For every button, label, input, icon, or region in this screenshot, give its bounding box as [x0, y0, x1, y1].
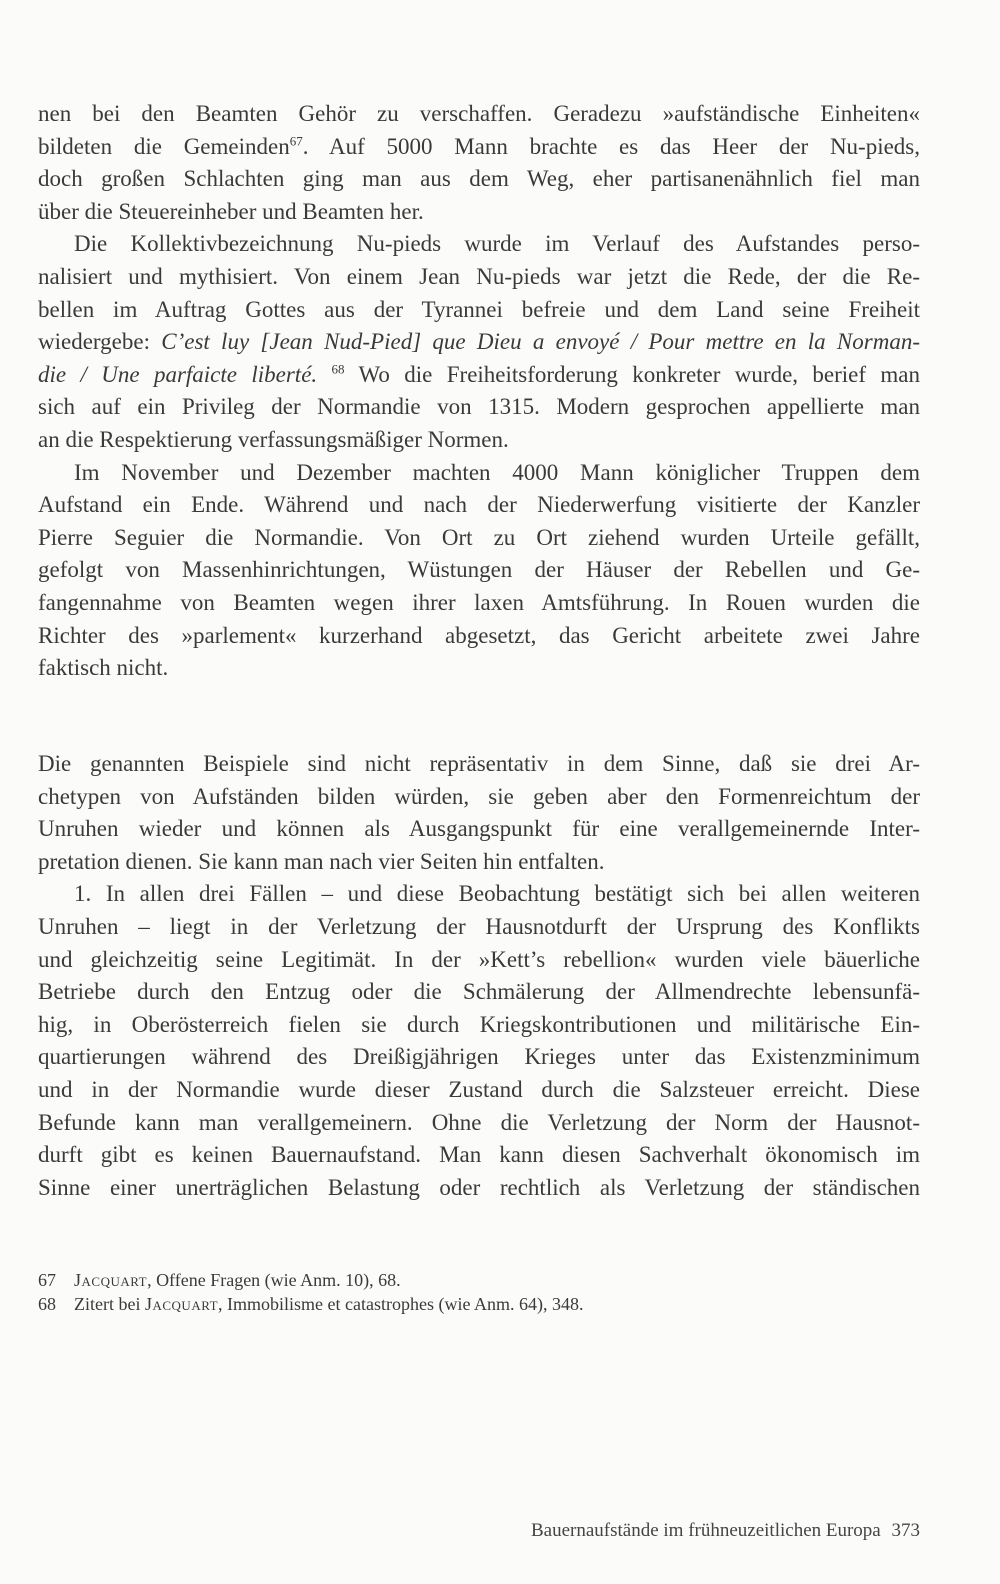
text-line: bellen im Auftrag Gottes aus der Tyrannei befreie und dem Land seine Freiheit — [38, 296, 920, 322]
text-line: Betriebe durch den Entzug oder die Schmälerung der Allmendrechte lebensunfä- — [38, 979, 920, 1005]
text-line: Die genannten Beispiele sind nicht repräsentativ in dem Sinne, daß sie drei Ar- — [38, 751, 920, 776]
text-line: Im November und Dezember machten 4000 Mann königlicher Truppen dem — [74, 459, 920, 485]
text-line: Aufstand ein Ende. Während und nach der Niederwerfung visitierte der Kanzler — [38, 492, 920, 518]
footnote-author: Jacquart — [74, 1270, 148, 1290]
text-segment: Auf 5000 Mann brachte es das Heer der Nu-pieds, — [328, 133, 921, 159]
text-segment: Wo die Freiheitsforderung konkreter wurde, berief man — [358, 361, 921, 387]
text-line: Pierre Seguier die Normandie. Von Ort zu Ort ziehend wurden Urteile gefällt, — [38, 524, 920, 550]
paragraph — [38, 457, 920, 685]
text-line: Die Kollektivbezeichnung Nu-pieds wurde im Verlauf des Aufstandes perso- — [74, 231, 920, 257]
footnote-ref-67: 67 — [289, 132, 303, 148]
text-line: Unruhen wieder und können als Ausgangspunkt für eine verallgemeinernde Inter- — [38, 816, 920, 842]
text-line — [38, 359, 920, 392]
body-text-lower — [38, 748, 920, 1204]
footnote-68 — [38, 1292, 920, 1316]
quote-italic: die / Une parfaicte liberté. — [38, 361, 318, 387]
text-line: bildeten die Gemeinden$^{67}$. Auf 5000 Mann brachte es das Heer der Nu-pieds, — [38, 132, 921, 159]
text-line: quartierungen während des Dreißigjährigen Krieges unter das Existenzminimum — [38, 1044, 920, 1070]
text-line: nen bei den Beamten Gehör zu verschaffen. Geradezu »aufständische Einheiten« — [38, 101, 920, 126]
text-line: faktisch nicht. — [38, 655, 169, 681]
text-line: und gleichzeitig seine Legitimät. In der »Kett’s rebellion« wurden viele bäuerliche — [38, 946, 920, 972]
footnote-number: 68 — [38, 1294, 56, 1314]
footnote-prefix: Zitert bei — [74, 1294, 145, 1314]
body-text-upper — [38, 98, 920, 685]
text-line: Sinne einer unerträglichen Belastung oder rechtlich als Verletzung der ständischen — [38, 1174, 920, 1200]
text-line: an die Respektierung verfassungsmäßiger Normen. — [38, 426, 509, 452]
text-segment: bildeten die Gemeinden — [38, 133, 290, 159]
text-line: 1. In allen drei Fällen – und diese Beobachtung bestätigt sich bei allen weiteren — [74, 881, 920, 907]
footnote-author: Jacquart — [144, 1294, 219, 1314]
text-segment: wiedergebe: — [38, 329, 162, 355]
paragraph — [38, 98, 920, 228]
page-number: 373 — [891, 1520, 920, 1541]
text-line: gefolgt von Massenhinrichtungen, Wüstungen der Häuser der Rebellen und Ge- — [38, 557, 920, 583]
text-line: hig, in Oberösterreich fielen sie durch Kriegskontributionen und militärische Ein- — [38, 1011, 920, 1037]
paragraph — [38, 878, 920, 1204]
text-line: Richter des »parlement« kurzerhand abgesetzt, das Gericht arbeitete zwei Jahre — [38, 622, 920, 648]
text-line: durft gibt es keinen Bauernaufstand. Man kann diesen Sachverhalt ökonomisch im — [38, 1142, 920, 1168]
text-line: sich auf ein Privileg der Normandie von 1315. Modern gesprochen appellierte man — [38, 394, 920, 420]
quote-italic: C’est luy [Jean Nud-Pied] que Dieu a envoyé / Pour mettre en la Norman- — [161, 329, 920, 355]
text-line: Befunde kann man verallgemeinern. Ohne die Verletzung der Norm der Hausnot- — [38, 1109, 920, 1135]
footnote-number: 67 — [38, 1270, 56, 1290]
paragraph — [38, 748, 920, 878]
running-title: Bauernaufstände im frühneuzeitlichen Europa — [530, 1520, 881, 1541]
text-line — [38, 326, 920, 359]
page-footer — [38, 1520, 920, 1542]
footnotes — [38, 1268, 920, 1316]
footnote-text: , Offene Fragen (wie Anm. 10), 68. — [147, 1270, 401, 1290]
text-line: chetypen von Aufständen bilden würden, sie geben aber den Formenreichtum der — [38, 783, 920, 809]
footnote-67 — [38, 1268, 920, 1292]
text-line: pretation dienen. Sie kann man nach vier Seiten hin entfalten. — [38, 848, 605, 874]
footnote-text: , Immobilisme et catastrophes (wie Anm. 64), 348. — [218, 1294, 584, 1314]
text-line: Unruhen – liegt in der Verletzung der Hausnotdurft der Ursprung des Konflikts — [38, 913, 920, 939]
text-line: doch großen Schlachten ging man aus dem Weg, eher partisanenähnlich fiel man — [38, 166, 920, 192]
text-line: und in der Normandie wurde dieser Zustand durch die Salzsteuer erreicht. Diese — [38, 1076, 920, 1102]
text-line: fangennahme von Beamten wegen ihrer laxen Amtsführung. In Rouen wurden die — [38, 589, 920, 615]
text-line: nalisiert und mythisiert. Von einem Jean Nu-pieds war jetzt die Rede, der die Re- — [38, 263, 920, 289]
text-line: über die Steuereinheber und Beamten her. — [38, 198, 424, 224]
paragraph — [38, 228, 920, 456]
footnote-ref-68: 68 — [331, 361, 345, 377]
